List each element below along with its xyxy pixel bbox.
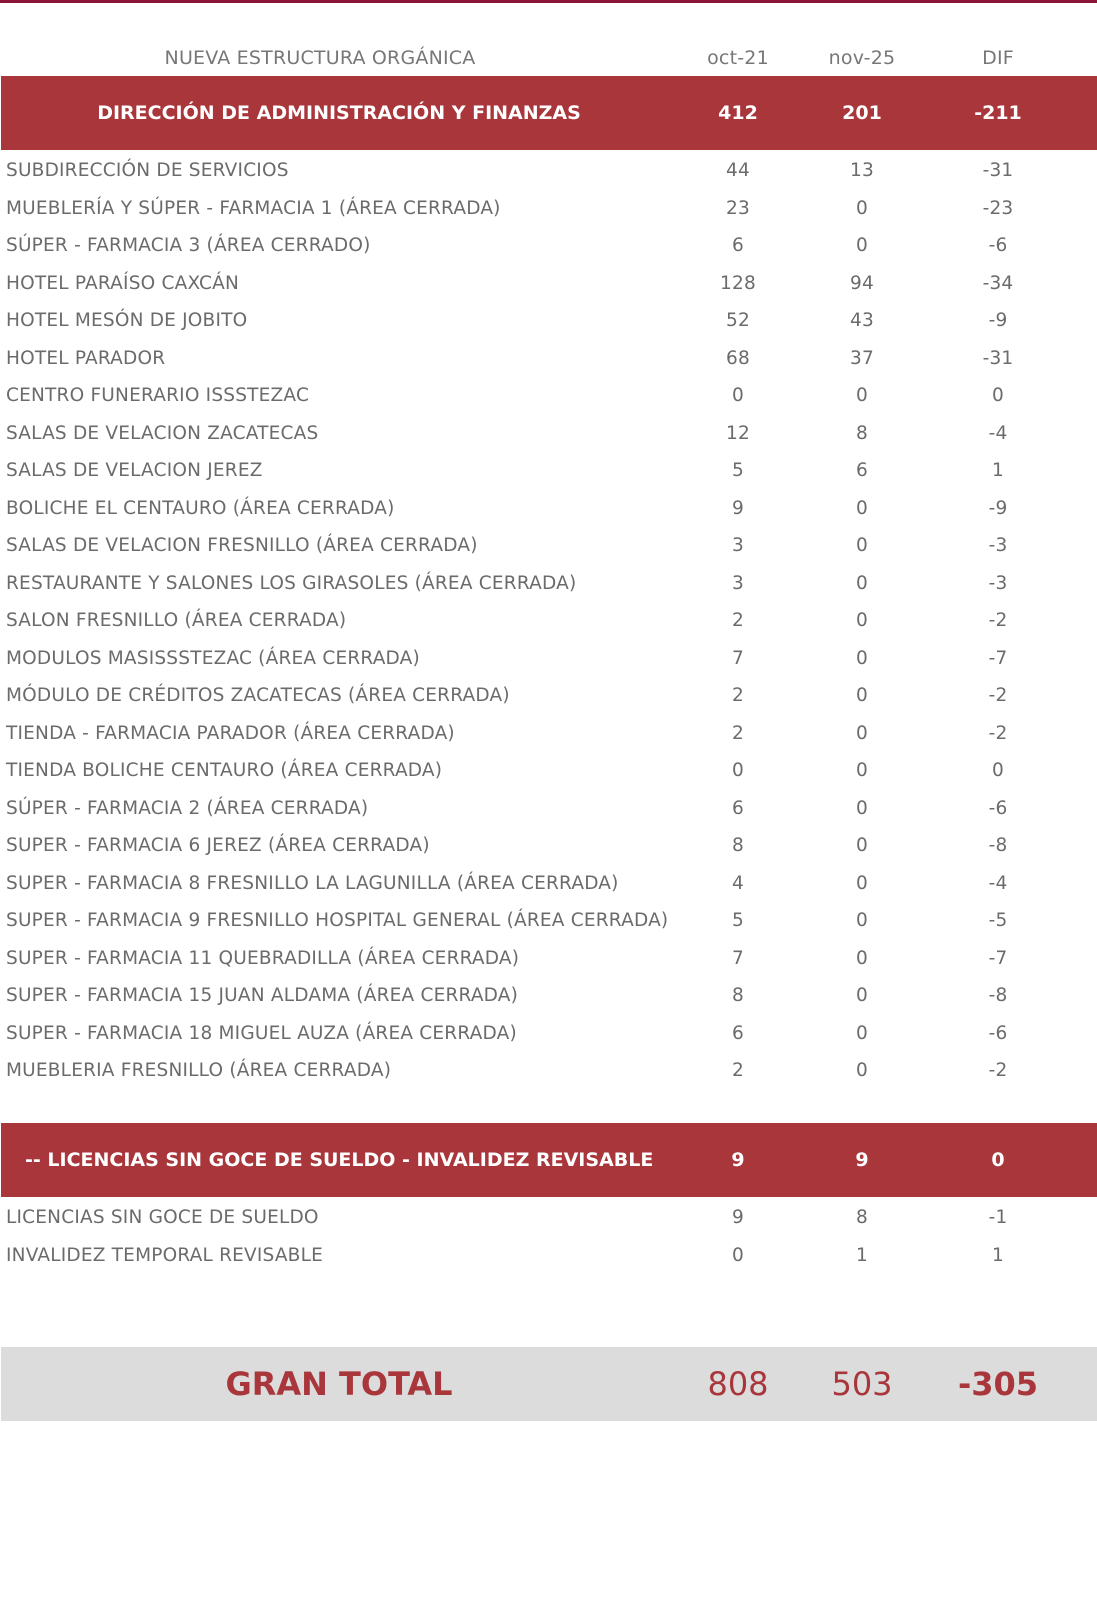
grand-total	[1, 1347, 1097, 1421]
table-row	[0, 156, 1097, 186]
row-nov: 43	[850, 310, 874, 331]
row-dif: -2	[988, 610, 1008, 631]
table-row	[0, 869, 1097, 899]
row-dif: -31	[982, 160, 1014, 181]
table-row	[0, 1019, 1097, 1049]
table-row	[0, 606, 1097, 636]
row-dif: 0	[992, 385, 1004, 406]
section-oct: 412	[718, 102, 758, 124]
table-row	[0, 419, 1097, 449]
table-row	[0, 456, 1097, 486]
table-row	[0, 1056, 1097, 1086]
row-oct: 0	[732, 385, 744, 406]
table-row	[0, 794, 1097, 824]
row-nov: 0	[856, 910, 868, 931]
row-nov: 0	[856, 835, 868, 856]
row-nov: 6	[856, 460, 868, 481]
row-label: MÓDULO DE CRÉDITOS ZACATECAS (ÁREA CERRADA)	[6, 685, 510, 706]
row-label: HOTEL PARAÍSO CAXCÁN	[6, 272, 239, 294]
row-dif: -2	[988, 685, 1008, 706]
total-nov: 503	[831, 1365, 893, 1403]
row-label: INVALIDEZ TEMPORAL REVISABLE	[6, 1245, 323, 1266]
row-dif: -9	[988, 497, 1008, 519]
row-label: SUPER - FARMACIA 15 JUAN ALDAMA (ÁREA CERRADA)	[6, 985, 519, 1006]
row-oct: 128	[720, 272, 756, 294]
row-nov: 0	[856, 685, 868, 706]
row-dif: -3	[988, 572, 1008, 594]
table-row	[0, 644, 1097, 674]
row-label: SUPER - FARMACIA 8 FRESNILLO LA LAGUNILLA (ÁREA CERRADA)	[6, 872, 619, 894]
row-label: TIENDA - FARMACIA PARADOR (ÁREA CERRADA)	[6, 722, 455, 744]
row-label: LICENCIAS SIN GOCE DE SUELDO	[6, 1207, 319, 1228]
table-row	[0, 231, 1097, 261]
row-label: SUPER - FARMACIA 18 MIGUEL AUZA (ÁREA CERRADA)	[6, 1022, 517, 1044]
row-oct: 7	[732, 647, 744, 669]
row-oct: 6	[732, 235, 744, 256]
row-dif: 1	[992, 1245, 1004, 1266]
row-nov: 94	[850, 272, 874, 294]
row-oct: 52	[726, 310, 750, 331]
row-oct: 5	[732, 460, 744, 481]
section-title: DIRECCIÓN DE ADMINISTRACIÓN Y FINANZAS	[97, 102, 581, 124]
top-border	[0, 0, 1097, 3]
row-label: SALAS DE VELACION JEREZ	[6, 460, 263, 481]
row-label: CENTRO FUNERARIO ISSSTEZAC	[6, 385, 310, 406]
row-dif: -4	[988, 422, 1008, 444]
row-dif: -6	[988, 235, 1008, 256]
row-dif: -5	[988, 910, 1008, 931]
row-label: MODULOS MASISSSTEZAC (ÁREA CERRADA)	[6, 647, 420, 669]
row-label: TIENDA BOLICHE CENTAURO (ÁREA CERRADA)	[6, 760, 443, 781]
row-nov: 0	[856, 985, 868, 1006]
row-nov: 0	[856, 1022, 868, 1044]
row-label: MUEBLERÍA Y SÚPER - FARMACIA 1 (ÁREA CERRADA)	[6, 197, 501, 219]
table-row	[0, 344, 1097, 374]
section-oct: 9	[731, 1149, 745, 1171]
row-dif: -7	[988, 647, 1008, 669]
total-label: GRAN TOTAL	[225, 1365, 453, 1403]
row-label: SALAS DE VELACION FRESNILLO (ÁREA CERRADA)	[6, 535, 478, 556]
row-nov: 8	[856, 1207, 868, 1228]
row-label: BOLICHE EL CENTAURO (ÁREA CERRADA)	[6, 497, 395, 519]
row-nov: 0	[856, 235, 868, 256]
row-label: MUEBLERIA FRESNILLO (ÁREA CERRADA)	[6, 1060, 392, 1081]
table-row	[0, 719, 1097, 749]
row-oct: 9	[732, 1207, 744, 1228]
row-oct: 2	[732, 1060, 744, 1081]
row-oct: 2	[732, 685, 744, 706]
row-dif: -1	[988, 1207, 1008, 1228]
row-dif: 1	[992, 460, 1004, 481]
row-dif: -4	[988, 872, 1008, 894]
row-label: SALON FRESNILLO (ÁREA CERRADA)	[6, 610, 347, 631]
row-nov: 0	[856, 722, 868, 744]
section-dif: 0	[991, 1149, 1005, 1171]
row-dif: -34	[982, 272, 1014, 294]
header-nov: nov-25	[828, 47, 896, 69]
header-label: NUEVA ESTRUCTURA ORGÁNICA	[164, 47, 476, 69]
row-dif: -3	[988, 535, 1008, 556]
row-oct: 4	[732, 872, 744, 894]
section-nov: 201	[842, 102, 882, 124]
row-label: RESTAURANTE Y SALONES LOS GIRASOLES (ÁREA CERRADA)	[6, 572, 577, 594]
row-dif: -8	[988, 835, 1008, 856]
row-label: SÚPER - FARMACIA 2 (ÁREA CERRADA)	[6, 797, 369, 819]
row-label: HOTEL MESÓN DE JOBITO	[6, 310, 248, 331]
table-row	[0, 906, 1097, 936]
row-oct: 23	[726, 197, 750, 219]
row-dif: 0	[992, 760, 1004, 781]
table-row	[0, 1241, 1097, 1271]
section-nov: 9	[855, 1149, 869, 1171]
table-row	[0, 194, 1097, 224]
row-nov: 37	[850, 347, 874, 369]
total-oct: 808	[707, 1365, 769, 1403]
row-nov: 0	[856, 1060, 868, 1081]
table-row	[0, 756, 1097, 786]
row-dif: -31	[982, 347, 1014, 369]
row-label: SUPER - FARMACIA 6 JEREZ (ÁREA CERRADA)	[6, 835, 430, 856]
row-nov: 13	[850, 160, 874, 181]
row-label: SUPER - FARMACIA 9 FRESNILLO HOSPITAL GENERAL (ÁREA CERRADA)	[6, 910, 669, 931]
row-nov: 0	[856, 385, 868, 406]
table-row	[0, 1203, 1097, 1233]
row-oct: 44	[726, 160, 750, 181]
section-dif: -211	[974, 102, 1022, 124]
row-label: SUPER - FARMACIA 11 QUEBRADILLA (ÁREA CERRADA)	[6, 947, 520, 969]
table-row	[0, 306, 1097, 336]
row-oct: 8	[732, 985, 744, 1006]
row-oct: 0	[732, 760, 744, 781]
row-oct: 8	[732, 835, 744, 856]
section-title: -- LICENCIAS SIN GOCE DE SUELDO - INVALIDEZ REVISABLE	[25, 1149, 654, 1171]
row-dif: -2	[988, 722, 1008, 744]
row-label: SÚPER - FARMACIA 3 (ÁREA CERRADO)	[6, 235, 371, 256]
row-oct: 6	[732, 1022, 744, 1044]
row-nov: 0	[856, 760, 868, 781]
row-label: SUBDIRECCIÓN DE SERVICIOS	[6, 160, 289, 181]
row-oct: 12	[726, 422, 750, 444]
row-dif: -9	[988, 310, 1008, 331]
table-row	[0, 269, 1097, 299]
row-dif: -2	[988, 1060, 1008, 1081]
row-nov: 0	[856, 872, 868, 894]
row-nov: 0	[856, 610, 868, 631]
row-nov: 0	[856, 572, 868, 594]
row-oct: 0	[732, 1245, 744, 1266]
table-row	[0, 944, 1097, 974]
row-nov: 0	[856, 197, 868, 219]
table-row	[0, 981, 1097, 1011]
row-oct: 6	[732, 797, 744, 819]
row-nov: 8	[856, 422, 868, 444]
table-row	[0, 681, 1097, 711]
section-header-direccion	[1, 76, 1097, 150]
table-row	[0, 531, 1097, 561]
row-nov: 0	[856, 947, 868, 969]
row-dif: -23	[982, 197, 1014, 219]
table-row	[0, 381, 1097, 411]
row-nov: 0	[856, 797, 868, 819]
row-oct: 2	[732, 610, 744, 631]
row-oct: 5	[732, 910, 744, 931]
row-oct: 68	[726, 347, 750, 369]
row-dif: -8	[988, 985, 1008, 1006]
row-oct: 2	[732, 722, 744, 744]
row-dif: -6	[988, 1022, 1008, 1044]
table-row	[0, 569, 1097, 599]
section-header-licencias	[1, 1123, 1097, 1197]
table-row	[0, 494, 1097, 524]
row-dif: -7	[988, 947, 1008, 969]
table-header	[0, 43, 1097, 73]
row-nov: 0	[856, 497, 868, 519]
row-nov: 0	[856, 647, 868, 669]
row-oct: 3	[732, 535, 744, 556]
row-oct: 3	[732, 572, 744, 594]
row-nov: 1	[856, 1245, 868, 1266]
row-oct: 7	[732, 947, 744, 969]
total-dif: -305	[957, 1365, 1039, 1403]
row-oct: 9	[732, 497, 744, 519]
header-dif: DIF	[982, 47, 1014, 69]
header-oct: oct-21	[707, 47, 769, 69]
table-row	[0, 831, 1097, 861]
row-label: SALAS DE VELACION ZACATECAS	[6, 422, 319, 444]
row-label: HOTEL PARADOR	[6, 347, 166, 369]
row-nov: 0	[856, 535, 868, 556]
row-dif: -6	[988, 797, 1008, 819]
